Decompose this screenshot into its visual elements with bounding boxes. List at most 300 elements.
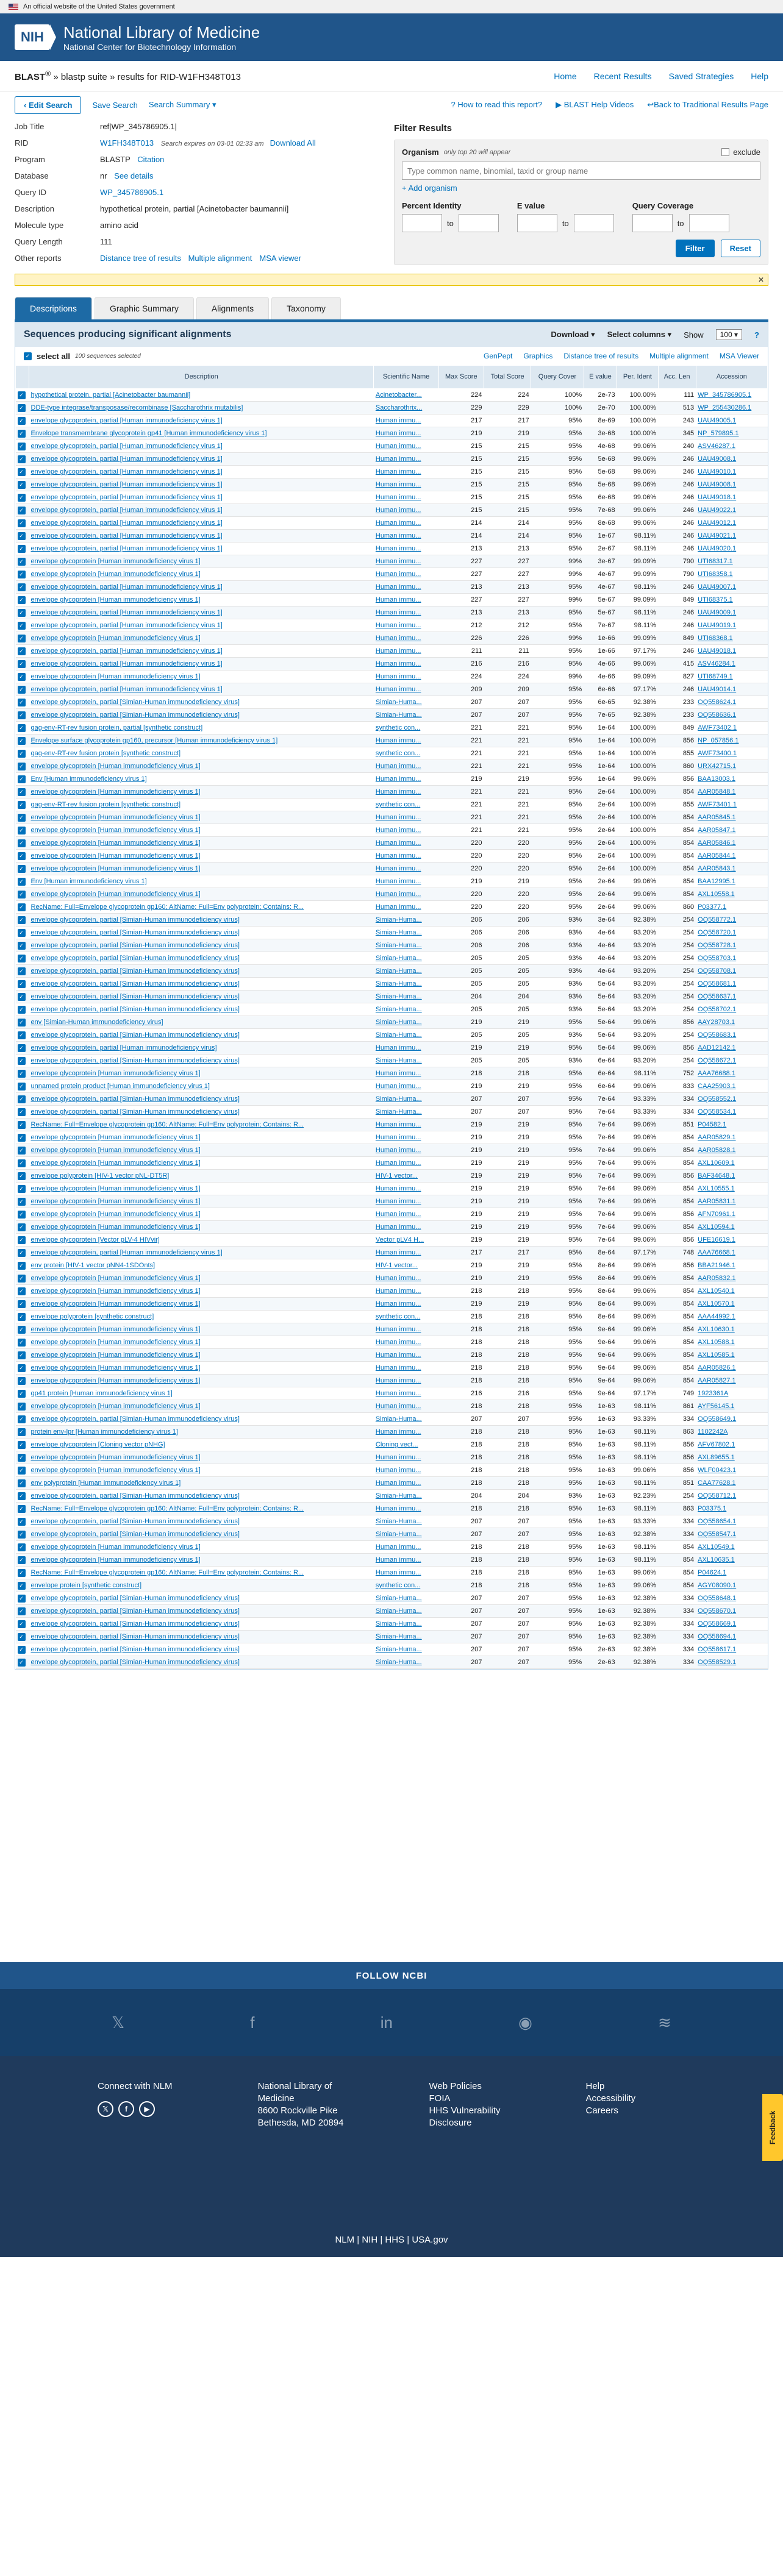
hit-accession[interactable]: URX42715.1 bbox=[696, 760, 767, 773]
hit-description[interactable]: envelope glycoprotein [Human immunodeficiency virus 1] bbox=[29, 786, 374, 799]
row-checkbox[interactable]: ✓ bbox=[18, 1070, 26, 1078]
row-checkbox[interactable]: ✓ bbox=[18, 1595, 26, 1603]
row-checkbox[interactable]: ✓ bbox=[18, 1454, 26, 1462]
hit-scientific-name[interactable]: Simian-Huma... bbox=[374, 709, 438, 722]
row-checkbox[interactable]: ✓ bbox=[18, 1543, 26, 1551]
hit-description[interactable]: env polyprotein [Human immunodeficiency virus 1] bbox=[29, 1477, 374, 1490]
hit-accession[interactable]: OQ558772.1 bbox=[696, 914, 767, 927]
hit-accession[interactable]: UAU49021.1 bbox=[696, 530, 767, 543]
row-checkbox[interactable]: ✓ bbox=[18, 788, 26, 796]
row-checkbox[interactable]: ✓ bbox=[18, 891, 26, 898]
hit-description[interactable]: envelope glycoprotein [Human immunodeficiency virus 1] bbox=[29, 760, 374, 773]
hit-accession[interactable]: UTI68375.1 bbox=[696, 594, 767, 607]
hit-scientific-name[interactable]: Human immu... bbox=[374, 568, 438, 581]
hit-description[interactable]: envelope glycoprotein, partial [Simian-Human immunodeficiency virus] bbox=[29, 1528, 374, 1541]
hit-description[interactable]: envelope glycoprotein [Human immunodeficiency virus 1] bbox=[29, 888, 374, 901]
row-checkbox[interactable]: ✓ bbox=[18, 1236, 26, 1244]
job-extra[interactable]: Multiple alignment bbox=[188, 254, 252, 263]
row-checkbox[interactable]: ✓ bbox=[18, 1633, 26, 1641]
row-checkbox[interactable]: ✓ bbox=[18, 1620, 26, 1628]
hit-accession[interactable]: AAR05843.1 bbox=[696, 863, 767, 875]
row-checkbox[interactable]: ✓ bbox=[18, 1083, 26, 1091]
row-checkbox[interactable]: ✓ bbox=[18, 1428, 26, 1436]
column-header-acc-len[interactable]: Acc. Len bbox=[658, 366, 696, 389]
hit-description[interactable]: envelope glycoprotein [Human immunodeficiency virus 1] bbox=[29, 1221, 374, 1234]
show-count-select[interactable]: 100 ▾ bbox=[716, 329, 742, 340]
hit-scientific-name[interactable]: Human immu... bbox=[374, 594, 438, 607]
hit-scientific-name[interactable]: Human immu... bbox=[374, 1362, 438, 1375]
close-icon[interactable]: ✕ bbox=[757, 276, 764, 284]
hit-scientific-name[interactable]: Cloning vect... bbox=[374, 1439, 438, 1451]
results-link-multiple-alignment[interactable]: Multiple alignment bbox=[649, 352, 709, 360]
hit-description[interactable]: envelope glycoprotein, partial [Human immunodeficiency virus 1] bbox=[29, 645, 374, 658]
hit-description[interactable]: envelope protein [synthetic construct] bbox=[29, 1579, 374, 1592]
hit-accession[interactable]: BAA13003.1 bbox=[696, 773, 767, 786]
hit-scientific-name[interactable]: Simian-Huma... bbox=[374, 952, 438, 965]
back-traditional-link[interactable]: ↩Back to Traditional Results Page bbox=[647, 100, 768, 109]
hit-accession[interactable]: AWF73401.1 bbox=[696, 799, 767, 811]
hit-description[interactable]: Envelope surface glycoprotein gp160, precursor [Human immunodeficiency virus 1] bbox=[29, 735, 374, 747]
hit-scientific-name[interactable]: Saccharothrix... bbox=[374, 402, 438, 415]
hit-description[interactable]: envelope glycoprotein [Cloning vector pNHG] bbox=[29, 1439, 374, 1451]
hit-accession[interactable]: OQ558708.1 bbox=[696, 965, 767, 978]
hit-scientific-name[interactable]: Human immu... bbox=[374, 555, 438, 568]
hit-description[interactable]: envelope glycoprotein [Human immunodeficiency virus 1] bbox=[29, 837, 374, 850]
rss-icon[interactable]: ≋ bbox=[658, 2013, 671, 2032]
row-checkbox[interactable]: ✓ bbox=[18, 1287, 26, 1295]
row-checkbox[interactable]: ✓ bbox=[18, 916, 26, 924]
hit-description[interactable]: gag-env-RT-rev fusion protein, partial [synthetic construct] bbox=[29, 722, 374, 735]
hit-description[interactable]: envelope glycoprotein [Human immunodeficiency virus 1] bbox=[29, 1375, 374, 1387]
hit-description[interactable]: envelope glycoprotein, partial [Human immunodeficiency virus 1] bbox=[29, 415, 374, 427]
hit-scientific-name[interactable]: HIV-1 vector... bbox=[374, 1259, 438, 1272]
hit-description[interactable]: envelope glycoprotein [Human immunodeficiency virus 1] bbox=[29, 1349, 374, 1362]
hit-accession[interactable]: AAA76688.1 bbox=[696, 1067, 767, 1080]
hit-description[interactable]: RecName: Full=Envelope glycoprotein gp160; AltName: Full=Env polyprotein; Contains: R... bbox=[29, 1119, 374, 1131]
hit-scientific-name[interactable]: Human immu... bbox=[374, 1067, 438, 1080]
hit-accession[interactable]: ASV46287.1 bbox=[696, 440, 767, 453]
hit-description[interactable]: envelope glycoprotein [Human immunodeficiency virus 1] bbox=[29, 1336, 374, 1349]
hit-description[interactable]: envelope glycoprotein, partial [Simian-Human immunodeficiency virus] bbox=[29, 1592, 374, 1605]
hit-accession[interactable]: BAA12995.1 bbox=[696, 875, 767, 888]
hit-description[interactable]: envelope glycoprotein [Human immunodeficiency virus 1] bbox=[29, 1195, 374, 1208]
hit-scientific-name[interactable]: Human immu... bbox=[374, 1208, 438, 1221]
footer-help-link[interactable]: Careers bbox=[585, 2105, 618, 2116]
row-checkbox[interactable]: ✓ bbox=[18, 1467, 26, 1475]
hit-description[interactable]: envelope glycoprotein, partial [Human immunodeficiency virus 1] bbox=[29, 683, 374, 696]
how-to-read-link[interactable]: ? How to read this report? bbox=[451, 100, 543, 109]
hit-description[interactable]: envelope glycoprotein, partial [Simian-Human immunodeficiency virus] bbox=[29, 1515, 374, 1528]
hit-scientific-name[interactable]: Simian-Huma... bbox=[374, 914, 438, 927]
row-checkbox[interactable]: ✓ bbox=[18, 1223, 26, 1231]
hit-accession[interactable]: OQ558702.1 bbox=[696, 1003, 767, 1016]
row-checkbox[interactable]: ✓ bbox=[18, 1492, 26, 1500]
hit-accession[interactable]: OQ558728.1 bbox=[696, 939, 767, 952]
search-summary-dropdown[interactable]: Search Summary ▾ bbox=[148, 100, 216, 109]
hit-accession[interactable]: P04624.1 bbox=[696, 1567, 767, 1579]
hit-scientific-name[interactable]: Simian-Huma... bbox=[374, 696, 438, 709]
hit-scientific-name[interactable]: Human immu... bbox=[374, 491, 438, 504]
hit-scientific-name[interactable]: Simian-Huma... bbox=[374, 1528, 438, 1541]
hit-accession[interactable]: WP_255430286.1 bbox=[696, 402, 767, 415]
results-link-genpept[interactable]: GenPept bbox=[484, 352, 513, 360]
hit-accession[interactable]: AAR05848.1 bbox=[696, 786, 767, 799]
hit-description[interactable]: envelope glycoprotein, partial [Simian-Human immunodeficiency virus] bbox=[29, 991, 374, 1003]
hit-scientific-name[interactable]: Human immu... bbox=[374, 760, 438, 773]
hit-accession[interactable]: OQ558681.1 bbox=[696, 978, 767, 991]
hit-accession[interactable]: AAR05832.1 bbox=[696, 1272, 767, 1285]
hit-description[interactable]: Envelope transmembrane glycoprotein gp41 [Human immunodeficiency virus 1] bbox=[29, 427, 374, 440]
hit-description[interactable]: envelope glycoprotein, partial [Simian-Human immunodeficiency virus] bbox=[29, 978, 374, 991]
hit-description[interactable]: envelope glycoprotein, partial [Human immunodeficiency virus 1] bbox=[29, 504, 374, 517]
hit-accession[interactable]: AXL10594.1 bbox=[696, 1221, 767, 1234]
hit-description[interactable]: envelope glycoprotein, partial [Simian-Human immunodeficiency virus] bbox=[29, 1643, 374, 1656]
hit-accession[interactable]: WP_345786905.1 bbox=[696, 389, 767, 402]
help-circle-icon[interactable]: ? bbox=[754, 330, 759, 340]
hit-accession[interactable]: UAU49010.1 bbox=[696, 466, 767, 479]
row-checkbox[interactable]: ✓ bbox=[18, 1147, 26, 1155]
hit-scientific-name[interactable]: Human immu... bbox=[374, 1375, 438, 1387]
row-checkbox[interactable]: ✓ bbox=[18, 1095, 26, 1103]
hit-scientific-name[interactable]: Human immu... bbox=[374, 440, 438, 453]
row-checkbox[interactable]: ✓ bbox=[18, 1403, 26, 1411]
row-checkbox[interactable]: ✓ bbox=[18, 1006, 26, 1014]
row-checkbox[interactable]: ✓ bbox=[18, 647, 26, 655]
hit-description[interactable]: envelope glycoprotein [Human immunodeficiency virus 1] bbox=[29, 594, 374, 607]
row-checkbox[interactable]: ✓ bbox=[18, 596, 26, 604]
hit-description[interactable]: envelope glycoprotein [Human immunodeficiency virus 1] bbox=[29, 632, 374, 645]
hit-description[interactable]: envelope glycoprotein, partial [Simian-Human immunodeficiency virus] bbox=[29, 696, 374, 709]
footer-policy-link[interactable]: Disclosure bbox=[429, 2118, 472, 2128]
column-header-e-value[interactable]: E value bbox=[584, 366, 617, 389]
hit-accession[interactable]: UAU49008.1 bbox=[696, 453, 767, 466]
hit-accession[interactable]: AXL10555.1 bbox=[696, 1183, 767, 1195]
row-checkbox[interactable]: ✓ bbox=[18, 1479, 26, 1487]
hit-scientific-name[interactable]: Human immu... bbox=[374, 671, 438, 683]
hit-description[interactable]: hypothetical protein, partial [Acinetobacter baumannii] bbox=[29, 389, 374, 402]
row-checkbox[interactable]: ✓ bbox=[18, 711, 26, 719]
hit-description[interactable]: envelope glycoprotein, partial [Simian-Human immunodeficiency virus] bbox=[29, 1055, 374, 1067]
select-all-checkbox[interactable]: ✓ bbox=[24, 352, 32, 360]
hit-description[interactable]: envelope glycoprotein, partial [Simian-Human immunodeficiency virus] bbox=[29, 1093, 374, 1106]
hit-scientific-name[interactable]: Human immu... bbox=[374, 645, 438, 658]
hit-description[interactable]: Env [Human immunodeficiency virus 1] bbox=[29, 773, 374, 786]
row-checkbox[interactable]: ✓ bbox=[18, 558, 26, 566]
hit-accession[interactable]: AYF56145.1 bbox=[696, 1400, 767, 1413]
hit-accession[interactable]: OQ558712.1 bbox=[696, 1490, 767, 1503]
job-value-other-reports[interactable]: Distance tree of results bbox=[100, 254, 181, 263]
hit-accession[interactable]: UTI68358.1 bbox=[696, 568, 767, 581]
row-checkbox[interactable]: ✓ bbox=[18, 455, 26, 463]
hit-description[interactable]: envelope glycoprotein, partial [Human immunodeficiency virus 1] bbox=[29, 1247, 374, 1259]
row-checkbox[interactable]: ✓ bbox=[18, 507, 26, 514]
row-checkbox[interactable]: ✓ bbox=[18, 1108, 26, 1116]
hit-accession[interactable]: OQ558534.1 bbox=[696, 1106, 767, 1119]
hit-description[interactable]: envelope glycoprotein [Vector pLV-4 HIVvir] bbox=[29, 1234, 374, 1247]
hit-description[interactable]: envelope glycoprotein, partial [Human immunodeficiency virus 1] bbox=[29, 466, 374, 479]
hit-scientific-name[interactable]: Human immu... bbox=[374, 1400, 438, 1413]
hit-description[interactable]: gag-env-RT-rev fusion protein [synthetic construct] bbox=[29, 799, 374, 811]
hit-accession[interactable]: AAA44992.1 bbox=[696, 1311, 767, 1323]
hit-scientific-name[interactable]: Simian-Huma... bbox=[374, 939, 438, 952]
tab-taxonomy[interactable]: Taxonomy bbox=[271, 297, 341, 319]
hit-scientific-name[interactable]: Human immu... bbox=[374, 530, 438, 543]
hit-scientific-name[interactable]: Human immu... bbox=[374, 619, 438, 632]
hit-description[interactable]: envelope glycoprotein [Human immunodeficiency virus 1] bbox=[29, 1144, 374, 1157]
row-checkbox[interactable]: ✓ bbox=[18, 1556, 26, 1564]
hit-accession[interactable]: AXL89655.1 bbox=[696, 1451, 767, 1464]
reset-button[interactable]: Reset bbox=[721, 240, 760, 257]
hit-accession[interactable]: AXL10609.1 bbox=[696, 1157, 767, 1170]
hit-accession[interactable]: P03375.1 bbox=[696, 1503, 767, 1515]
hit-scientific-name[interactable]: Human immu... bbox=[374, 1567, 438, 1579]
results-link-graphics[interactable]: Graphics bbox=[523, 352, 553, 360]
hit-accession[interactable]: OQ558720.1 bbox=[696, 927, 767, 939]
hit-accession[interactable]: OQ558617.1 bbox=[696, 1643, 767, 1656]
column-header-query-cover[interactable]: Query Cover bbox=[531, 366, 584, 389]
hit-accession[interactable]: 1923361A bbox=[696, 1387, 767, 1400]
row-checkbox[interactable]: ✓ bbox=[18, 903, 26, 911]
hit-scientific-name[interactable]: Simian-Huma... bbox=[374, 927, 438, 939]
hit-accession[interactable]: AAR05846.1 bbox=[696, 837, 767, 850]
row-checkbox[interactable]: ✓ bbox=[18, 724, 26, 732]
row-checkbox[interactable]: ✓ bbox=[18, 1211, 26, 1219]
hit-scientific-name[interactable]: synthetic con... bbox=[374, 1311, 438, 1323]
hit-scientific-name[interactable]: Simian-Huma... bbox=[374, 1490, 438, 1503]
row-checkbox[interactable]: ✓ bbox=[18, 1275, 26, 1283]
row-checkbox[interactable]: ✓ bbox=[18, 481, 26, 489]
hit-scientific-name[interactable]: Human immu... bbox=[374, 632, 438, 645]
hit-accession[interactable]: UAU49005.1 bbox=[696, 415, 767, 427]
hit-accession[interactable]: AWF73400.1 bbox=[696, 747, 767, 760]
row-checkbox[interactable]: ✓ bbox=[18, 391, 26, 399]
hit-scientific-name[interactable]: Human immu... bbox=[374, 875, 438, 888]
hit-description[interactable]: envelope glycoprotein [Human immunodeficiency virus 1] bbox=[29, 568, 374, 581]
query-coverage-min[interactable] bbox=[632, 214, 673, 232]
hit-scientific-name[interactable]: Human immu... bbox=[374, 427, 438, 440]
hit-accession[interactable]: UAU49018.1 bbox=[696, 645, 767, 658]
hit-accession[interactable]: WLF00423.1 bbox=[696, 1464, 767, 1477]
hit-scientific-name[interactable]: Simian-Huma... bbox=[374, 1093, 438, 1106]
row-checkbox[interactable]: ✓ bbox=[18, 1351, 26, 1359]
topnav-link-saved-strategies[interactable]: Saved Strategies bbox=[668, 71, 734, 81]
hit-description[interactable]: protein env-lpr [Human immunodeficiency virus 1] bbox=[29, 1426, 374, 1439]
row-checkbox[interactable]: ✓ bbox=[18, 1646, 26, 1654]
hit-scientific-name[interactable]: Simian-Huma... bbox=[374, 991, 438, 1003]
hit-scientific-name[interactable]: Human immu... bbox=[374, 1221, 438, 1234]
results-link-distance-tree-of-results[interactable]: Distance tree of results bbox=[563, 352, 639, 360]
row-checkbox[interactable]: ✓ bbox=[18, 1159, 26, 1167]
row-checkbox[interactable]: ✓ bbox=[18, 1339, 26, 1347]
hit-accession[interactable]: OQ558654.1 bbox=[696, 1515, 767, 1528]
row-checkbox[interactable]: ✓ bbox=[18, 993, 26, 1001]
twitter-icon[interactable]: 𝕏 bbox=[112, 2013, 125, 2032]
row-checkbox[interactable]: ✓ bbox=[18, 1569, 26, 1577]
hit-accession[interactable]: AXL10540.1 bbox=[696, 1285, 767, 1298]
save-search-link[interactable]: Save Search bbox=[92, 100, 138, 110]
job-extra[interactable]: See details bbox=[114, 171, 154, 180]
row-checkbox[interactable]: ✓ bbox=[18, 1326, 26, 1334]
hit-accession[interactable]: OQ558636.1 bbox=[696, 709, 767, 722]
hit-scientific-name[interactable]: Simian-Huma... bbox=[374, 1656, 438, 1669]
column-header-per-ident[interactable]: Per. Ident bbox=[617, 366, 658, 389]
topnav-link-recent-results[interactable]: Recent Results bbox=[593, 71, 652, 81]
hit-scientific-name[interactable]: Human immu... bbox=[374, 1080, 438, 1093]
hit-accession[interactable]: AXL10588.1 bbox=[696, 1336, 767, 1349]
hit-scientific-name[interactable]: Human immu... bbox=[374, 901, 438, 914]
row-checkbox[interactable]: ✓ bbox=[18, 1518, 26, 1526]
add-organism-link[interactable]: + Add organism bbox=[402, 183, 457, 193]
hit-accession[interactable]: 1102242A bbox=[696, 1426, 767, 1439]
blast-help-videos-link[interactable]: ▶ BLAST Help Videos bbox=[556, 100, 634, 109]
hit-description[interactable]: envelope glycoprotein [Human immunodeficiency virus 1] bbox=[29, 1464, 374, 1477]
hit-accession[interactable]: AXL10630.1 bbox=[696, 1323, 767, 1336]
hit-scientific-name[interactable]: Human immu... bbox=[374, 543, 438, 555]
hit-description[interactable]: envelope glycoprotein, partial [Simian-Human immunodeficiency virus] bbox=[29, 952, 374, 965]
hit-scientific-name[interactable]: Human immu... bbox=[374, 1183, 438, 1195]
hit-scientific-name[interactable]: Vector pLV4 H... bbox=[374, 1234, 438, 1247]
hit-scientific-name[interactable]: Human immu... bbox=[374, 1119, 438, 1131]
hit-scientific-name[interactable]: Human immu... bbox=[374, 1131, 438, 1144]
hit-accession[interactable]: OQ558694.1 bbox=[696, 1631, 767, 1643]
hit-accession[interactable]: OQ558624.1 bbox=[696, 696, 767, 709]
hit-description[interactable]: envelope polyprotein [synthetic construct] bbox=[29, 1311, 374, 1323]
hit-accession[interactable]: AAR05826.1 bbox=[696, 1362, 767, 1375]
hit-accession[interactable]: BAF34648.1 bbox=[696, 1170, 767, 1183]
hit-description[interactable]: envelope glycoprotein, partial [Human immunodeficiency virus 1] bbox=[29, 581, 374, 594]
hit-description[interactable]: envelope glycoprotein, partial [Simian-Human immunodeficiency virus] bbox=[29, 1618, 374, 1631]
hit-accession[interactable]: UAU49022.1 bbox=[696, 504, 767, 517]
hit-scientific-name[interactable]: Simian-Huma... bbox=[374, 978, 438, 991]
row-checkbox[interactable]: ✓ bbox=[18, 1441, 26, 1449]
row-checkbox[interactable]: ✓ bbox=[18, 1262, 26, 1270]
hit-description[interactable]: envelope glycoprotein [Human immunodeficiency virus 1] bbox=[29, 1554, 374, 1567]
hit-description[interactable]: envelope glycoprotein, partial [Human immunodeficiency virus] bbox=[29, 1042, 374, 1055]
hit-scientific-name[interactable]: Human immu... bbox=[374, 1349, 438, 1362]
hit-description[interactable]: envelope glycoprotein [Human immunodeficiency virus 1] bbox=[29, 1208, 374, 1221]
footer-policy-link[interactable]: FOIA bbox=[429, 2093, 451, 2104]
hit-scientific-name[interactable]: Human immu... bbox=[374, 1144, 438, 1157]
hit-scientific-name[interactable]: Simian-Huma... bbox=[374, 1413, 438, 1426]
hit-scientific-name[interactable]: synthetic con... bbox=[374, 1579, 438, 1592]
job-value-query-id[interactable]: WP_345786905.1 bbox=[100, 188, 164, 197]
hit-description[interactable]: envelope glycoprotein [Human immunodeficiency virus 1] bbox=[29, 1157, 374, 1170]
topnav-link-help[interactable]: Help bbox=[751, 71, 768, 81]
hit-description[interactable]: envelope glycoprotein, partial [Human immunodeficiency virus 1] bbox=[29, 607, 374, 619]
hit-description[interactable]: envelope glycoprotein [Human immunodeficiency virus 1] bbox=[29, 555, 374, 568]
hit-scientific-name[interactable]: Human immu... bbox=[374, 517, 438, 530]
row-checkbox[interactable]: ✓ bbox=[18, 622, 26, 630]
hit-scientific-name[interactable]: Human immu... bbox=[374, 1336, 438, 1349]
row-checkbox[interactable]: ✓ bbox=[18, 1185, 26, 1193]
header-title[interactable]: National Library of Medicine bbox=[63, 23, 260, 41]
tab-descriptions[interactable]: Descriptions bbox=[15, 297, 92, 319]
hit-description[interactable]: envelope glycoprotein, partial [Simian-Human immunodeficiency virus] bbox=[29, 1003, 374, 1016]
hit-description[interactable]: env protein [HIV-1 vector pNN4-1SDOnts] bbox=[29, 1259, 374, 1272]
row-checkbox[interactable]: ✓ bbox=[18, 1659, 26, 1667]
hit-accession[interactable]: BBA21946.1 bbox=[696, 1259, 767, 1272]
hit-accession[interactable]: CAA25903.1 bbox=[696, 1080, 767, 1093]
hit-scientific-name[interactable]: Human immu... bbox=[374, 735, 438, 747]
hit-accession[interactable]: AXL10585.1 bbox=[696, 1349, 767, 1362]
hit-description[interactable]: envelope glycoprotein [Human immunodeficiency virus 1] bbox=[29, 1183, 374, 1195]
row-checkbox[interactable]: ✓ bbox=[18, 699, 26, 706]
filter-button[interactable]: Filter bbox=[676, 240, 715, 257]
hit-accession[interactable]: OQ558529.1 bbox=[696, 1656, 767, 1669]
hit-accession[interactable]: AAR05827.1 bbox=[696, 1375, 767, 1387]
hit-description[interactable]: envelope glycoprotein [Human immunodeficiency virus 1] bbox=[29, 1362, 374, 1375]
hit-scientific-name[interactable]: Human immu... bbox=[374, 1451, 438, 1464]
hit-description[interactable]: envelope glycoprotein, partial [Human immunodeficiency virus 1] bbox=[29, 543, 374, 555]
hit-description[interactable]: envelope glycoprotein, partial [Human immunodeficiency virus 1] bbox=[29, 440, 374, 453]
row-checkbox[interactable]: ✓ bbox=[18, 1364, 26, 1372]
row-checkbox[interactable]: ✓ bbox=[18, 1607, 26, 1615]
hit-description[interactable]: envelope glycoprotein [Human immunodeficiency virus 1] bbox=[29, 1451, 374, 1464]
row-checkbox[interactable]: ✓ bbox=[18, 852, 26, 860]
hit-scientific-name[interactable]: Human immu... bbox=[374, 888, 438, 901]
download-all-link[interactable]: Download All bbox=[270, 138, 316, 148]
row-checkbox[interactable]: ✓ bbox=[18, 635, 26, 642]
hit-accession[interactable]: AXL10558.1 bbox=[696, 888, 767, 901]
row-checkbox[interactable]: ✓ bbox=[18, 1172, 26, 1180]
hit-scientific-name[interactable]: Human immu... bbox=[374, 683, 438, 696]
footer-help-link[interactable]: Help bbox=[585, 2081, 605, 2091]
hit-description[interactable]: envelope glycoprotein, partial [Simian-Human immunodeficiency virus] bbox=[29, 1631, 374, 1643]
facebook-icon[interactable]: f bbox=[250, 2013, 255, 2032]
row-checkbox[interactable]: ✓ bbox=[18, 609, 26, 617]
hit-description[interactable]: envelope glycoprotein [Human immunodeficiency virus 1] bbox=[29, 1067, 374, 1080]
hit-scientific-name[interactable]: Acinetobacter... bbox=[374, 389, 438, 402]
row-checkbox[interactable]: ✓ bbox=[18, 801, 26, 809]
hit-accession[interactable]: AFN70961.1 bbox=[696, 1208, 767, 1221]
row-checkbox[interactable]: ✓ bbox=[18, 1249, 26, 1257]
row-checkbox[interactable]: ✓ bbox=[18, 1377, 26, 1385]
select-columns-dropdown[interactable]: Select columns ▾ bbox=[607, 330, 672, 339]
row-checkbox[interactable]: ✓ bbox=[18, 430, 26, 438]
row-checkbox[interactable]: ✓ bbox=[18, 673, 26, 681]
hit-scientific-name[interactable]: Simian-Huma... bbox=[374, 965, 438, 978]
hit-description[interactable]: envelope glycoprotein [Human immunodeficiency virus 1] bbox=[29, 1400, 374, 1413]
hit-accession[interactable]: OQ558703.1 bbox=[696, 952, 767, 965]
hit-scientific-name[interactable]: Human immu... bbox=[374, 773, 438, 786]
hit-accession[interactable]: ASV46284.1 bbox=[696, 658, 767, 671]
row-checkbox[interactable]: ✓ bbox=[18, 494, 26, 502]
hit-scientific-name[interactable]: Human immu... bbox=[374, 1387, 438, 1400]
hit-scientific-name[interactable]: Human immu... bbox=[374, 786, 438, 799]
youtube-icon[interactable]: ▶ bbox=[139, 2101, 155, 2117]
hit-accession[interactable]: OQ558670.1 bbox=[696, 1605, 767, 1618]
hit-scientific-name[interactable]: Human immu... bbox=[374, 1272, 438, 1285]
hit-accession[interactable]: UAU49009.1 bbox=[696, 607, 767, 619]
hit-description[interactable]: gag-env-RT-rev fusion protein [synthetic construct] bbox=[29, 747, 374, 760]
hit-description[interactable]: envelope glycoprotein, partial [Simian-Human immunodeficiency virus] bbox=[29, 1029, 374, 1042]
hit-description[interactable]: envelope glycoprotein [Human immunodeficiency virus 1] bbox=[29, 1285, 374, 1298]
hit-description[interactable]: envelope glycoprotein [Human immunodeficiency virus 1] bbox=[29, 671, 374, 683]
hit-description[interactable]: RecName: Full=Envelope glycoprotein gp160; AltName: Full=Env polyprotein; Contains: R... bbox=[29, 1503, 374, 1515]
row-checkbox[interactable]: ✓ bbox=[18, 980, 26, 988]
footer-bottom-links[interactable]: NLM | NIH | HHS | USA.gov bbox=[335, 2235, 448, 2245]
row-checkbox[interactable]: ✓ bbox=[18, 750, 26, 758]
footer-help-link[interactable]: Accessibility bbox=[585, 2093, 636, 2104]
row-checkbox[interactable]: ✓ bbox=[18, 1313, 26, 1321]
nih-logo[interactable]: NIH bbox=[15, 24, 50, 50]
hit-description[interactable]: envelope polyprotein [HIV-1 vector pNL-DT5R] bbox=[29, 1170, 374, 1183]
hit-scientific-name[interactable]: synthetic con... bbox=[374, 722, 438, 735]
hit-accession[interactable]: AAR05829.1 bbox=[696, 1131, 767, 1144]
row-checkbox[interactable]: ✓ bbox=[18, 1031, 26, 1039]
row-checkbox[interactable]: ✓ bbox=[18, 545, 26, 553]
hit-description[interactable]: envelope glycoprotein [Human immunodeficiency virus 1] bbox=[29, 1323, 374, 1336]
